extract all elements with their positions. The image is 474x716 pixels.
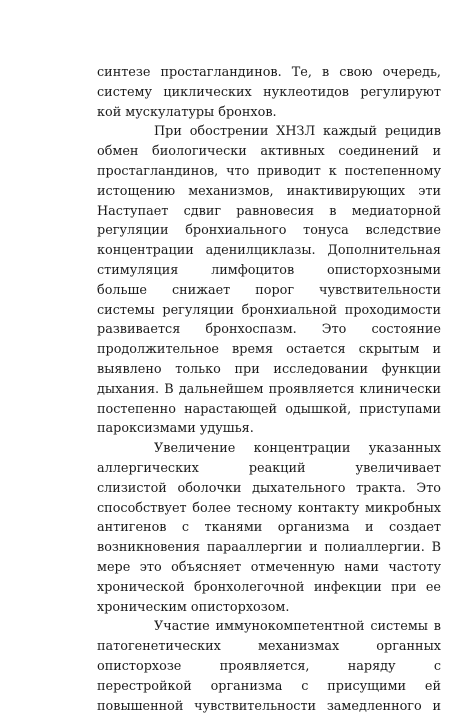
text-line: слизистой оболочки дыхательного тракта. Это	[97, 479, 441, 499]
text-line: выявлено только при исследовании функции	[97, 360, 441, 380]
text-line: развивается бронхоспазм. Это состояние	[97, 320, 441, 340]
text-line: постепенно нарастающей одышкой, приступами	[97, 400, 441, 420]
text-line: продолжительное время остается скрытым и	[97, 340, 441, 360]
text-line: синтезе простагландинов. Те, в свою очередь,	[97, 63, 441, 83]
text-line: перестройкой организма с присущими ей	[97, 677, 441, 697]
text-line: возникновения параaллергии и полиаллергии. В	[97, 538, 441, 558]
text-line: стимуляция лимфоцитов описторхозными	[97, 261, 441, 281]
text-line: повышенной чувствительности замедленного и	[97, 697, 441, 716]
text-line: мере это объясняет отмеченную нами частоту	[97, 558, 441, 578]
text-line: кой мускулатуры бронхов.	[97, 103, 441, 123]
text-line: регуляции бронхиального тонуса вследствие	[97, 221, 441, 241]
text-line: аллергических реакций увеличивает	[97, 459, 441, 479]
text-line: описторхозе проявляется, наряду с	[97, 657, 441, 677]
text-line: хроническим описторхозом.	[97, 598, 441, 618]
text-line: истощению механизмов, инактивирующих эти	[97, 182, 441, 202]
text-line: антигенов с тканями организма и создает	[97, 518, 441, 538]
text-line: простагландинов, что приводит к постепенному	[97, 162, 441, 182]
text-line: больше снижает порог чувствительности	[97, 281, 441, 301]
text-line: систему циклических нуклеотидов регулируют	[97, 83, 441, 103]
text-line: системы регуляции бронхиальной проходимости	[97, 301, 441, 321]
text-line: концентрации аденилциклазы. Дополнительная	[97, 241, 441, 261]
text-line: Увеличение концентрации указанных	[97, 439, 441, 459]
text-line: При обострении ХНЗЛ каждый рецидив	[97, 122, 441, 142]
text-line: дыхания. В дальнейшем проявляется клинически	[97, 380, 441, 400]
text-line: пароксизмами удушья.	[97, 419, 441, 439]
text-line: Наступает сдвиг равновесия в медиаторной	[97, 202, 441, 222]
body-text	[97, 63, 441, 716]
text-line: способствует более тесному контакту микробных	[97, 499, 441, 519]
text-line: патогенетических механизмах органных	[97, 637, 441, 657]
text-line: хронической бронхолегочной инфекции при ее	[97, 578, 441, 598]
text-line: обмен биологически активных соединений и	[97, 142, 441, 162]
text-line: Участие иммунокомпетентной системы в	[97, 617, 441, 637]
